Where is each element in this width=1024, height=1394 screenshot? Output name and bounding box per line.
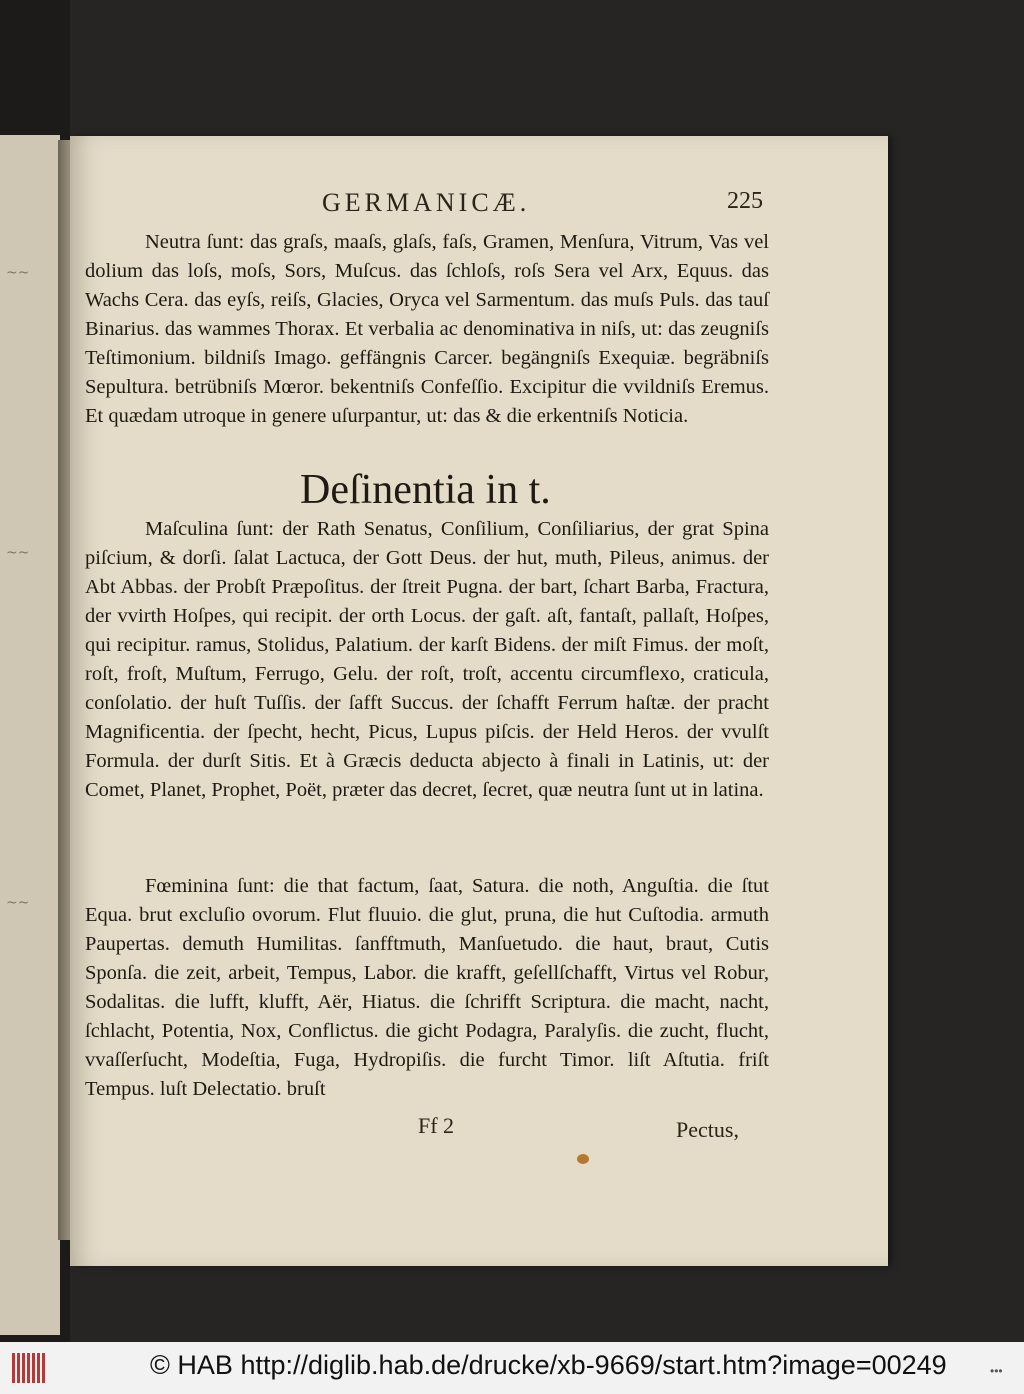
neutra-paragraph xyxy=(85,228,769,431)
section-heading: Deſinentia in t. xyxy=(300,467,551,513)
paper-stain xyxy=(577,1154,589,1164)
masculina-text: Maſculina ſunt: der Rath Senatus, Conſilium, Conſiliarius, der grat Spina piſcium, & dorſi. ſalat Lactuca, der Gott Deus. der hut, muth, Pileus, animus. der Abt Abbas. der Probſt Præpoſitus. der ſtreit Pugna. der bart, ſchart Barba, Fractura, der vvirth Hoſpes, qui recipit. der orth Locus. der gaſt. aſt, fantaſt, pallaſt, Hoſpes, qui recipitur. ramus, Stolidus, Palatium. der karſt Bidens. der miſt Fimus. der moſt, roſt, froſt, Muſtum, Ferrugo, Gelu. der roſt, troſt, accentu circumflexo, craticula, conſolatio. der huſt Tuſſis. der ſafft Succus. der ſchafft Ferrum haſtæ. der pracht Magnificentia. der ſpecht, hecht, Picus, Lupus piſcis. der Held Heros. der vvulſt Formula. der durſt Sitis. Et à Græcis deducta abjecto à finali in Latinis, ut: der Comet, Planet, Prophet, Poët, præter das decret, ſecret, quæ neutra ſunt ut in latina. xyxy=(85,518,769,801)
copyright-notice xyxy=(150,1350,947,1381)
foeminina-paragraph xyxy=(85,872,769,1104)
masculina-paragraph xyxy=(85,515,769,805)
copyright-symbol: © xyxy=(150,1350,170,1380)
ghost-text-decoration: ~~ xyxy=(6,265,30,281)
ghost-text-decoration: ~~ xyxy=(6,895,30,911)
page-number: 225 xyxy=(727,188,763,214)
catchword: Pectus, xyxy=(676,1117,739,1142)
foeminina-text: Fœminina ſunt: die that factum, ſaat, Satura. die noth, Anguſtia. die ſtut Equa. brut excluſio ovorum. Flut fluuio. die glut, pruna, die hut Cuſtodia. armuth Paupertas. demuth Humilitas. ſanfftmuth, Manſuetudo. die haut, braut, Cutis Sponſa. die zeit, arbeit, Tempus, Labor. die krafft, geſellſchafft, Virtus vel Robur, Sodalitas. die lufft, klufft, Aër, Hiatus. die ſchrifft Scriptura. die macht, nacht, ſchlacht, Potentia, Nox, Conflictus. die gicht Podagra, Paralyſis. die zucht, flucht, vvaſſerſucht, Modeſtia, Fuga, Hydropiſis. die furcht Timor. liſt Aſtutia. friſt Tempus. luſt Delectatio. bruſt xyxy=(85,875,769,1100)
ghost-text-decoration: ~~ xyxy=(6,545,30,561)
signature-mark: Ff 2 xyxy=(418,1113,455,1138)
copyright-holder: HAB xyxy=(177,1350,233,1380)
source-url-link[interactable]: http://diglib.hab.de/drucke/xb-9669/start.htm?image=00249 xyxy=(240,1350,947,1380)
previous-page-edge xyxy=(0,135,60,1335)
hab-logo-icon xyxy=(12,1353,46,1383)
neutra-text: Neutra ſunt: das graſs, maaſs, glaſs, faſs, Gramen, Menſura, Vitrum, Vas vel dolium das loſs, moſs, Sors, Muſcus. das ſchloſs, roſs Sera vel Arx, Equus. das Wachs Cera. das eyſs, reiſs, Glacies, Oryca vel Sarmentum. das muſs Puls. das tauſ Binarius. das wammes Thorax. Et verbalia ac denominativa in niſs, ut: das zeugniſs Teſtimonium. bildniſs Imago. geffängnis Carcer. begängniſs Exequiæ. begräbniſs Sepultura. betrübniſs Mœror. bekentniſs Confeſſio. Excipitur die vvildniſs Eremus. Et quædam utroque in genere uſurpantur, ut: das & die erkentniſs Noticia. xyxy=(85,231,769,427)
running-title: GERMANICÆ. xyxy=(322,188,531,217)
more-options-icon[interactable]: ••• xyxy=(990,1364,1003,1378)
